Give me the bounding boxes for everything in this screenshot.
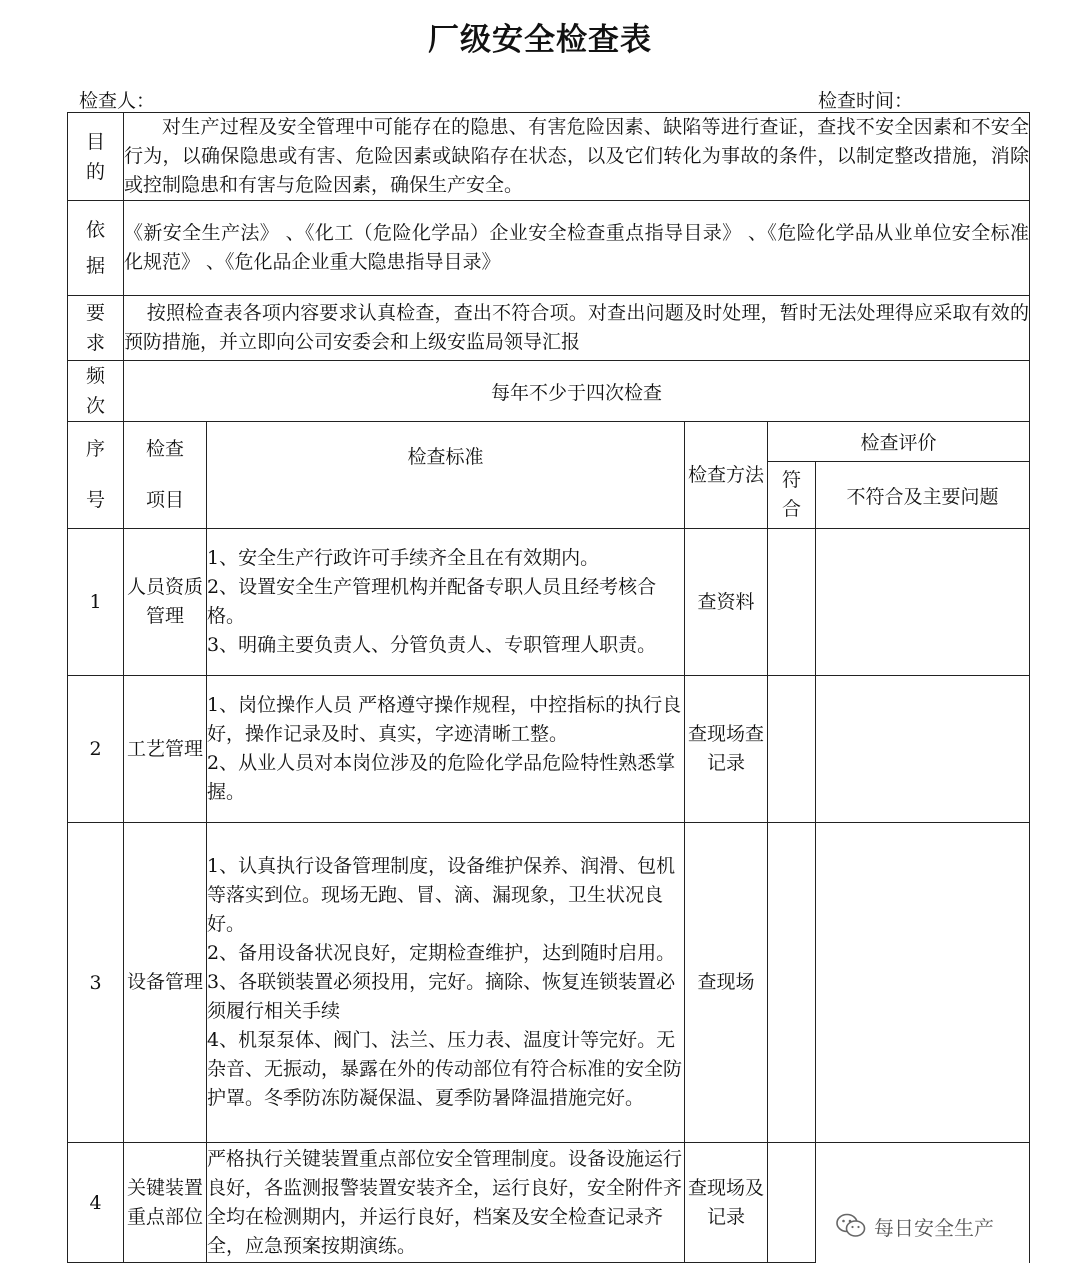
- watermark-text: 每日安全生产: [874, 1215, 994, 1240]
- row-number: 3: [68, 823, 124, 1143]
- purpose-label: 目 的: [68, 113, 124, 201]
- row-nonconform-cell[interactable]: [816, 529, 1030, 676]
- header-standard: 检查标准: [207, 422, 685, 529]
- row-item: 工艺管理: [124, 676, 207, 823]
- row-number: 2: [68, 676, 124, 823]
- purpose-text: 对生产过程及安全管理中可能存在的隐患、有害危险因素、缺陷等进行查证，查找不安全因素和不安全行为，以确保隐患或有害、危险因素或缺陷存在状态，以及它们转化为事故的条件，以制定整改措施，消除或控制隐患和有害与危险因素，确保生产安全。: [124, 113, 1030, 201]
- row-standard: 1、认真执行设备管理制度，设备维护保养、润滑、包机等落实到位。现场无跑、冒、滴、漏现象，卫生状况良好。 2、备用设备状况良好，定期检查维护，达到随时启用。 3、各联锁装置必须投用，完好。摘除、恢复连锁装置必须履行相关手续 4、机泵泵体、阀门、法兰、压力表、温度计等完好。无杂音、无振动，暴露在外的传动部位有符合标准的安全防护罩。冬季防冻防凝保温、夏季防暑降温措施完好。: [207, 823, 685, 1143]
- header-seq: 序 号: [68, 422, 124, 529]
- row-conform-cell[interactable]: [768, 676, 816, 823]
- inspection-table: [67, 112, 1030, 1263]
- header-method: 检查方法: [685, 422, 768, 529]
- table-row: [68, 529, 1030, 676]
- basis-label: 依 据: [68, 201, 124, 296]
- row-standard: 严格执行关键装置重点部位安全管理制度。设备设施运行良好，各监测报警装置安装齐全，运行良好，安全附件齐全均在检测期内，并运行良好，档案及安全检查记录齐全，应急预案按期演练。: [207, 1143, 685, 1263]
- table-row: [68, 823, 1030, 1143]
- row-method: 查现场查记录: [685, 676, 768, 823]
- row-standard: 1、岗位操作人员 严格遵守操作规程，中控指标的执行良好，操作记录及时、真实，字迹清晰工整。 2、从业人员对本岗位涉及的危险化学品危险特性熟悉掌握。: [207, 676, 685, 823]
- wechat-icon: [836, 1213, 866, 1239]
- row-number: 4: [68, 1143, 124, 1263]
- row-conform-cell[interactable]: [768, 529, 816, 676]
- row-conform-cell[interactable]: [768, 823, 816, 1143]
- header-nonconform: 不符合及主要问题: [816, 462, 1030, 529]
- frequency-label: 频 次: [68, 361, 124, 422]
- frequency-row: [68, 361, 1030, 422]
- row-method: 查现场: [685, 823, 768, 1143]
- row-nonconform-cell[interactable]: [816, 676, 1030, 823]
- row-number: 1: [68, 529, 124, 676]
- inspection-time-label: 检查时间：: [818, 90, 914, 112]
- row-item: 人员资质管理: [124, 529, 207, 676]
- row-nonconform-cell[interactable]: [816, 823, 1030, 1143]
- page-title: 厂级安全检查表: [428, 22, 652, 58]
- requirement-label: 要 求: [68, 296, 124, 361]
- row-method: 查现场及记录: [685, 1143, 768, 1263]
- row-method: 查资料: [685, 529, 768, 676]
- requirement-row: [68, 296, 1030, 361]
- requirement-text: 按照检查表各项内容要求认真检查，查出不符合项。对查出问题及时处理，暂时无法处理得应采取有效的预防措施，并立即向公司安委会和上级安监局领导汇报: [124, 296, 1030, 361]
- table-row: [68, 676, 1030, 823]
- row-standard: 1、安全生产行政许可手续齐全且在有效期内。 2、设置安全生产管理机构并配备专职人员且经考核合格。 3、明确主要负责人、分管负责人、专职管理人职责。: [207, 529, 685, 676]
- row-item: 关键装置重点部位: [124, 1143, 207, 1263]
- header-conform: 符合: [768, 462, 816, 529]
- watermark: [836, 1206, 1048, 1246]
- table-header-row: [68, 422, 1030, 462]
- frequency-text: 每年不少于四次检查: [124, 361, 1030, 422]
- row-item: 设备管理: [124, 823, 207, 1143]
- header-item: 检查 项目: [124, 422, 207, 529]
- purpose-row: [68, 113, 1030, 201]
- row-conform-cell[interactable]: [768, 1143, 816, 1263]
- basis-row: [68, 201, 1030, 296]
- basis-text: 《新安全生产法》 、《化工（危险化学品）企业安全检查重点指导目录》 、《危险化学品从业单位安全标准化规范》 、《危化品企业重大隐患指导目录》: [124, 201, 1030, 296]
- header-evaluation: 检查评价: [768, 422, 1030, 462]
- inspector-label: 检查人：: [79, 90, 156, 112]
